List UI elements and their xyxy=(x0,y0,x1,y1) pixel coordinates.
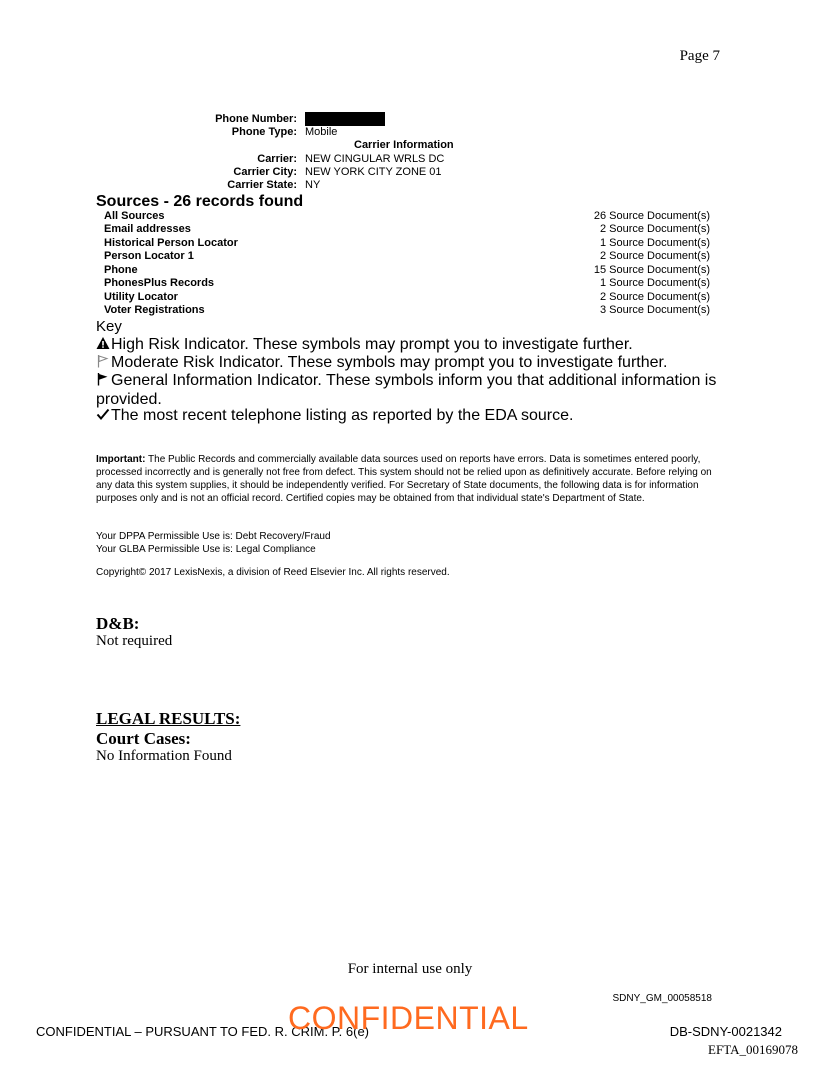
carrier-city-label: Carrier City: xyxy=(233,166,297,178)
source-count: 2 Source Document(s) xyxy=(599,223,710,235)
warning-triangle-icon xyxy=(96,336,110,350)
source-name: All Sources xyxy=(104,210,165,222)
flag-filled-icon xyxy=(96,372,110,386)
checkmark-icon xyxy=(96,407,110,421)
carrier-state-label: Carrier State: xyxy=(227,179,297,191)
db-value: Not required xyxy=(96,633,173,649)
carrier-city-value: NEW YORK CITY ZONE 01 xyxy=(305,166,442,178)
disclaimer-text: The Public Records and commercially available data sources used on reports have errors. Data is sometimes entered poorly, processed incorrectly and is generally not free from defect. This system should not be relied upon as definitively accurate. Before relying on any data this system supplies, it should be independently verified. For Secretary of State documents, the following data is for information purposes only and is not an official record. Certified copies may be obtained from that individual state's Department of State. xyxy=(96,454,712,504)
source-count: 26 Source Document(s) xyxy=(593,210,710,222)
court-cases-value: No Information Found xyxy=(96,748,232,764)
carrier-info-heading: Carrier Information xyxy=(354,139,454,151)
source-count: 3 Source Document(s) xyxy=(599,304,710,316)
key-item-text: General Information Indicator. These symbols inform you that additional information is provided. xyxy=(96,372,717,408)
confidential-stamp: CONFIDENTIAL xyxy=(288,1000,529,1036)
source-name: Voter Registrations xyxy=(104,304,205,316)
source-count: 2 Source Document(s) xyxy=(599,291,710,303)
source-count: 1 Source Document(s) xyxy=(599,277,710,289)
internal-use-notice: For internal use only xyxy=(347,961,473,977)
source-name: PhonesPlus Records xyxy=(104,277,215,289)
phone-type-label: Phone Type: xyxy=(231,126,297,138)
source-count: 2 Source Document(s) xyxy=(599,250,710,262)
important-label: Important: xyxy=(96,454,146,465)
key-item-high-risk xyxy=(96,335,736,354)
key-item-text: The most recent telephone listing as reported by the EDA source. xyxy=(111,407,574,424)
glba-use: Your GLBA Permissible Use is: Legal Compliance xyxy=(96,544,316,555)
source-name: Person Locator 1 xyxy=(104,250,194,262)
page-number: Page 7 xyxy=(679,48,720,64)
source-count: 1 Source Document(s) xyxy=(599,237,710,249)
court-cases-heading: Court Cases: xyxy=(96,729,191,748)
disclaimer xyxy=(96,453,726,505)
key-item-general-info xyxy=(96,371,736,409)
key-item-text: Moderate Risk Indicator. These symbols may prompt you to investigate further. xyxy=(111,354,668,371)
bates-number-db: DB-SDNY-0021342 xyxy=(669,1024,782,1039)
sources-heading: Sources - 26 records found xyxy=(96,193,304,210)
source-name: Utility Locator xyxy=(104,291,178,303)
legal-results-heading: LEGAL RESULTS: xyxy=(96,709,241,728)
carrier-label: Carrier: xyxy=(257,153,297,165)
carrier-value: NEW CINGULAR WRLS DC xyxy=(305,153,445,165)
copyright: Copyright© 2017 LexisNexis, a division of Reed Elsevier Inc. All rights reserved. xyxy=(96,567,450,578)
phone-type-value: Mobile xyxy=(305,126,338,138)
flag-outline-icon xyxy=(96,354,110,368)
efta-number: EFTA_00169078 xyxy=(708,1042,798,1057)
phone-number-label: Phone Number: xyxy=(215,113,297,125)
redaction-box xyxy=(305,112,385,126)
key-item-text: High Risk Indicator. These symbols may prompt you to investigate further. xyxy=(111,336,633,353)
key-item-recent-listing xyxy=(96,406,736,425)
key-item-moderate-risk xyxy=(96,353,736,372)
source-count: 15 Source Document(s) xyxy=(593,264,710,276)
key-heading: Key xyxy=(96,318,122,335)
bates-number-sdny: SDNY_GM_00058518 xyxy=(612,993,712,1004)
source-name: Historical Person Locator xyxy=(104,237,238,249)
db-heading: D&B: xyxy=(96,614,140,633)
source-name: Email addresses xyxy=(104,223,191,235)
carrier-state-value: NY xyxy=(305,179,321,191)
source-name: Phone xyxy=(104,264,138,276)
dppa-use: Your DPPA Permissible Use is: Debt Recovery/Fraud xyxy=(96,531,331,542)
confidential-notice: CONFIDENTIAL – PURSUANT TO FED. R. CRIM. P. 6(e) xyxy=(36,1024,370,1039)
